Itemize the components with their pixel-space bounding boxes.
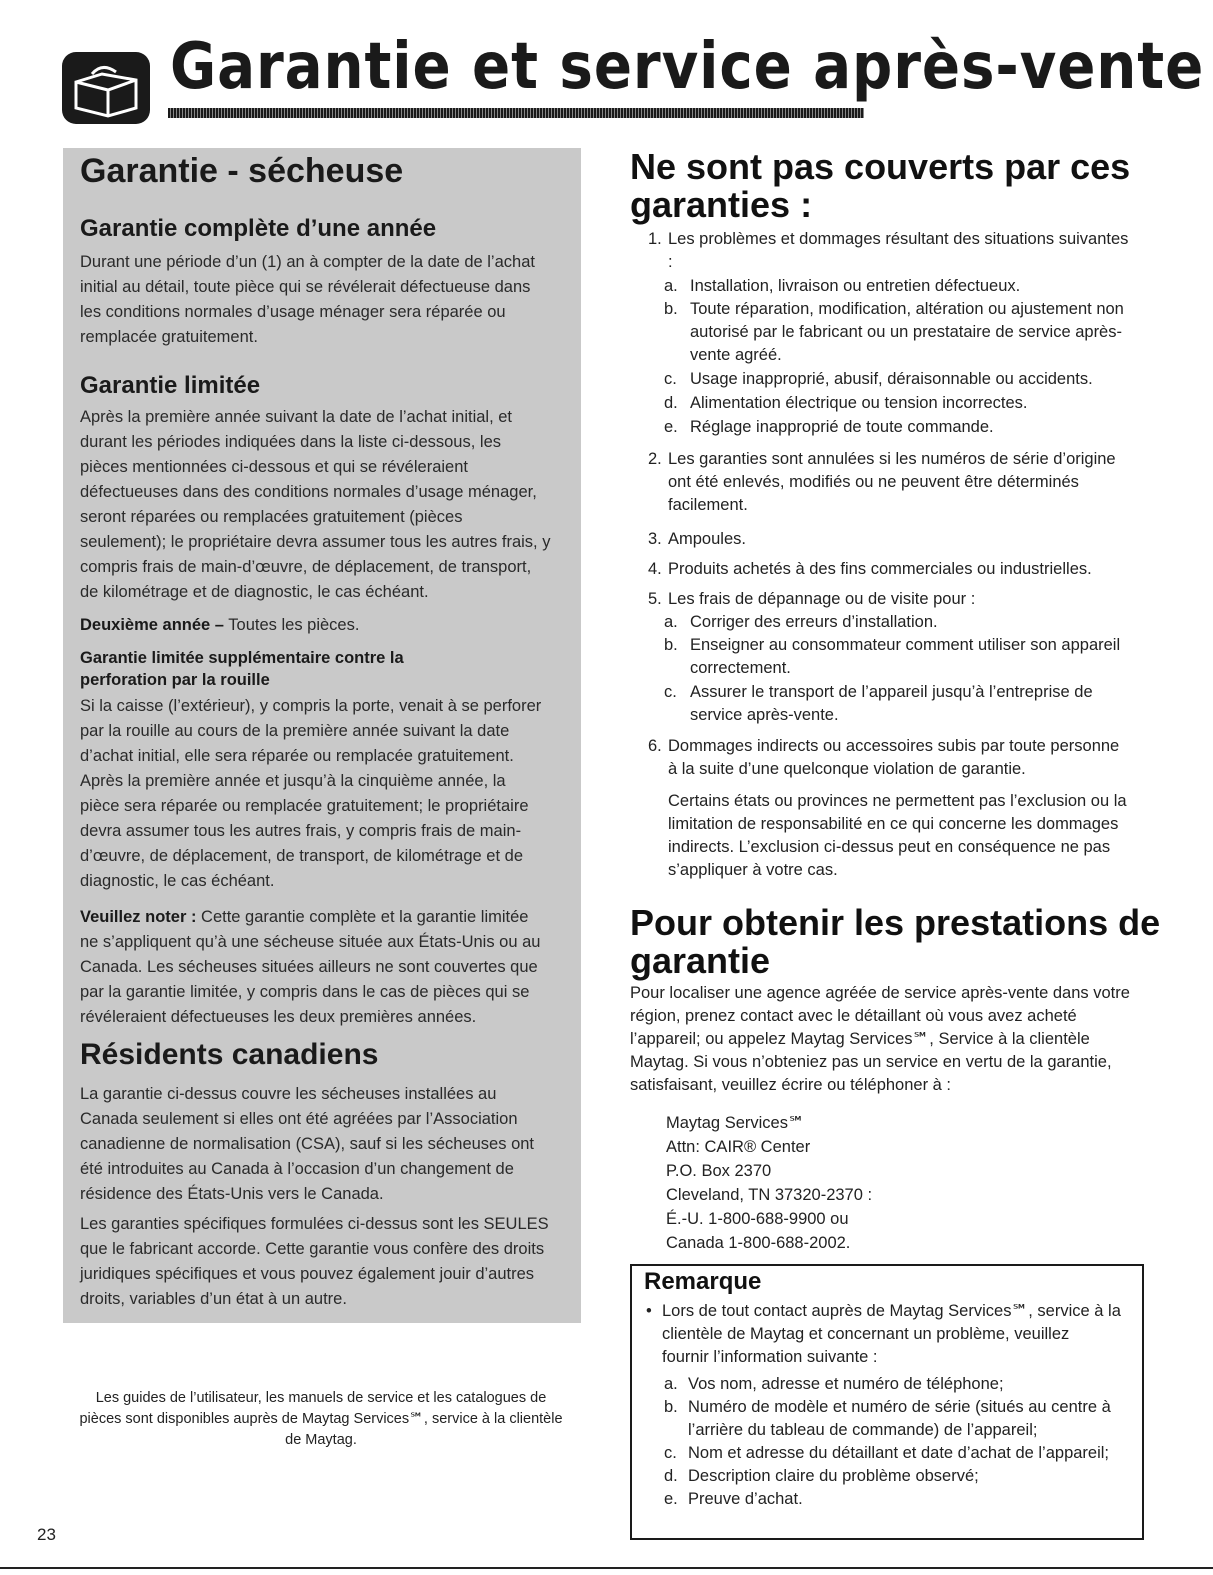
list-item: d. (664, 394, 678, 412)
list-item: b. (664, 300, 678, 318)
remarque-title: Remarque (644, 1268, 762, 1295)
warranty-title: Garantie - sécheuse (80, 152, 404, 190)
second-year-line: Deuxième année – Toutes les pièces. (80, 616, 360, 634)
list-item: 6. (648, 737, 662, 755)
note-text: Veuillez noter : Cette garantie complète et la garantie limitée ne s’appliquent qu’à une sécheuse située aux États-Unis ou au Canada. Les sécheuses situées ailleurs ne sont couvertes que par la garantie limitée, y compris dans le cas de pièces qui se révéleraient défectueuses les deux premières années. (80, 908, 541, 1026)
rust-warranty-heading: Garantie limitée supplémentaire contre la perforation par la rouille (80, 649, 404, 689)
list-item: b. (664, 636, 678, 654)
list-item: c. (664, 683, 677, 701)
list-item: c. (664, 370, 677, 388)
list-item: a. (664, 613, 678, 631)
full-warranty-heading: Garantie complète d’une année (80, 215, 437, 242)
list-item: e. (664, 418, 678, 436)
list-item: e. (664, 1490, 678, 1508)
exclusion-note: Certains états ou provinces ne permettent pas l’exclusion ou la limitation de responsabilité en ce qui concerne les dommages indirects. L’exclusion ci-dessus peut en conséquence ne pas s’appliquer à votre cas. (668, 792, 1127, 879)
canadian-heading: Résidents canadiens (80, 1038, 379, 1071)
rights-text: Les garanties spécifiques formulées ci-dessus sont les SEULES que le fabricant accorde. Cette garantie vous confère des droits juridiques spécifiques et vous pouvez également jouir d’autres droits, variables d’un état à un autre. (80, 1215, 549, 1308)
limited-warranty-text: Après la première année suivant la date de l’achat initial, et durant les périodes indiquées dans la liste ci-dessous, les pièces mentionnées ci-dessous et qui se révéleraient défectueuses dans des conditions normales d’usage ménager, seront réparées ou remplacées gratuitement (pièces seulement); le propriétaire devra assumer tous les autres frais, y compris frais de main-d’œuvre, de déplacement, de transport, de kilométrage et de diagnostic, le cas échéant. (80, 408, 551, 601)
list-item: d. (664, 1467, 678, 1485)
header-rule (168, 108, 864, 118)
service-address: Maytag Services℠ Attn: CAIR® Center P.O. Box 2370 Cleveland, TN 37320-2370 : É.-U. 1-800-688-9900 ou Canada 1-800-688-2002. (666, 1114, 873, 1252)
bullet-icon: • (646, 1302, 652, 1320)
list-item: b. (664, 1398, 678, 1416)
list-item: 4. (648, 560, 662, 578)
limited-warranty-heading: Garantie limitée (80, 372, 261, 399)
bottom-rule (0, 1567, 1213, 1569)
page-number: 23 (37, 1525, 56, 1544)
canadian-text: La garantie ci-dessus couvre les sécheuses installées au Canada seulement si elles ont été agréées par l’Association canadienne de normalisation (CSA), sauf si les sécheuses ont été introduites au Canada à l’occasion d’un changement de résidence des États-Unis vers le Canada. (80, 1085, 534, 1203)
remarque-content: • Lors de tout contact auprès de Maytag Services℠, service à la clientèle de Maytag et concernant un problème, veuillez fournir l’information suivante : a. Vos nom, adresse et numéro de téléphone; b. Numéro de modèle et numéro de série (situés au centre à l’arrière du tableau de commande) de l’appareil; c. Nom et adresse du détaillant et date d’achat de l’appareil; d. Description claire du problème observé; e. Preuve d’achat. (644, 1300, 1134, 1530)
list-item: 1. (648, 230, 662, 248)
list-item: a. (664, 1375, 678, 1393)
not-covered-title: Ne sont pas couverts par ces garanties : (630, 146, 1131, 225)
page-title: Garantie et service après-vente (170, 30, 1205, 104)
list-item: 3. (648, 530, 662, 548)
toolbox-icon (62, 52, 150, 124)
not-covered-list: 1. Les problèmes et dommages résultant des situations suivantes : a. Installation, livraison ou entretien défectueux. b. Toute réparation, modification, altération ou ajustement non autorisé par le fabricant ou un prestataire de service après- vente agréé. c. Usage inapproprié, abusif, déraisonnable ou accidents. d. Alimentation électrique ou tension incorrectes. e. Réglage inapproprié de toute commande. 2. Les garanties sont annulées si les numéros de série d’origine ont été enlevés, modifiés ou ne peuvent être déterminés facilement. 3. Ampoules. 4. Produits achetés à des fins commerciales ou industrielles. 5. Les frais de dépannage ou de visite pour : a. Corriger des erreurs d’installation. b. Enseigner au consommateur comment utiliser son appareil correctement. c. Assurer le transport de l’appareil jusqu’à l’entreprise de service après-vente. 6. Dommages indirects ou accessoires subis par toute personne à la suite d’une quelconque violation de garantie. Certains états ou provinces ne permettent pas l’exclusion ou la limitation de responsabilité en ce qui concerne les dommages indirects. L’exclusion ci-dessus peut en conséquence ne pas s’appliquer à votre cas. (630, 228, 1150, 868)
list-item: 2. (648, 450, 662, 468)
service-title: Pour obtenir les prestations de garantie (630, 902, 1161, 981)
full-warranty-text: Durant une période d’un (1) an à compter de la date de l’achat initial au détail, toute pièce qui se révélerait défectueuse dans les conditions normales d’usage ménager sera réparée ou remplacée gratuitement. (80, 253, 535, 346)
rust-warranty-text: Si la caisse (l’extérieur), y compris la porte, venait à se perforer par la rouille au cours de la première année suivant la date d’achat initial, elle sera réparée ou remplacée gratuitement. Après la première année et jusqu’à la cinquième année, la pièce sera réparée ou remplacée gratuitement; le propriétaire devra assumer tous les autres frais, y compris frais de main- d’œuvre, de déplacement, de transport, de kilométrage et de diagnostic, le cas échéant. (80, 697, 542, 890)
list-item: a. (664, 277, 678, 295)
footer-note: Les guides de l’utilisateur, les manuels de service et les catalogues de pièces sont disponibles auprès de Maytag Services℠, service à la clientèle de Maytag. (79, 1390, 563, 1448)
service-text: Pour localiser une agence agréée de service après-vente dans votre région, prenez contact avec le détaillant où vous avez acheté l’appareil; ou appelez Maytag Services℠, Service à la clientèle Maytag. Si vous n’obteniez pas un service en vertu de la garantie, satisfaisant, veuillez écrire ou téléphoner à : (630, 984, 1130, 1094)
list-item: c. (664, 1444, 677, 1462)
list-item: 5. (648, 590, 662, 608)
